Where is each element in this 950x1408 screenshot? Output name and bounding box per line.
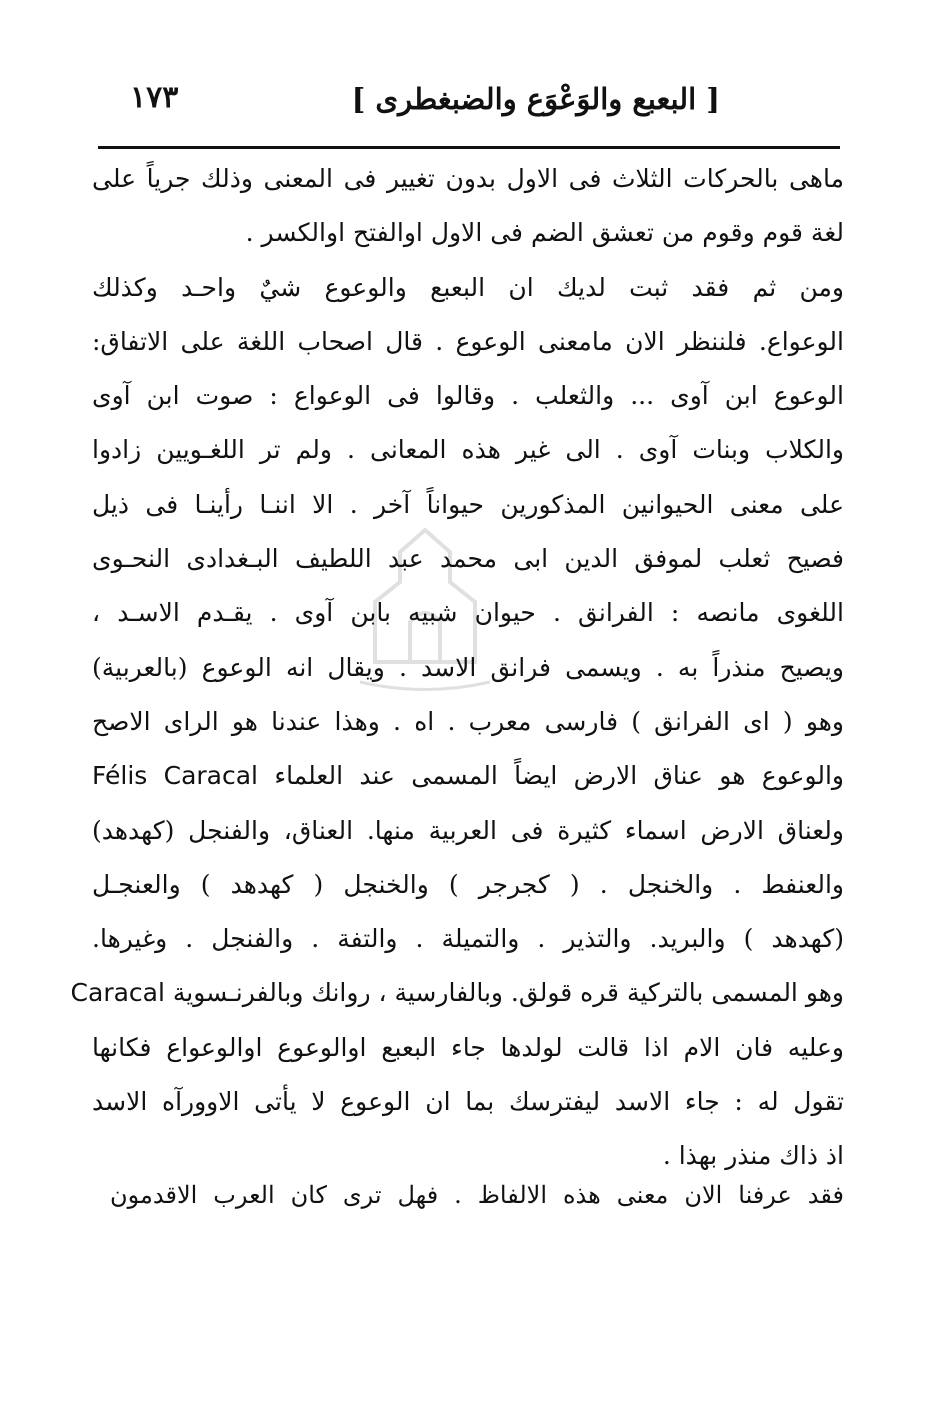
text-line: تقول له : جاء الاسد ليفترسك بما ان الوعوع لا يأتى الاوورآه الاسد xyxy=(92,1087,844,1117)
text-segment: والوعوع هو عناق الارض ايضاً المسمى عند العلماء xyxy=(274,761,844,791)
text-line: ولعناق الارض اسماء كثيرة فى العربية منها. العناق، والفنجل (كهدهد) xyxy=(92,815,844,845)
header-rule xyxy=(98,146,840,149)
latin-term: Caracal xyxy=(70,978,165,1008)
text-line: وهو ( اى الفرانق ) فارسى معرب . اه . وهذا عندنا هو الراى الاصح xyxy=(92,706,844,736)
text-line: وعليه فان الام اذا قالت لولدها جاء البعبع اوالوعوع اوالوعواع فكانها xyxy=(92,1032,844,1062)
text-line: فصيح ثعلب لموفق الدين ابى محمد عبد اللطيف البـغدادى النحـوى xyxy=(92,544,844,574)
text-line: ويصيح منذراً به . ويسمى فرانق الاسد . ويقال انه الوعوع (بالعربية) xyxy=(92,652,844,682)
text-line: (كهدهد ) والبريد. والتذير . والتميلة . والتفة . والفنجل . وغيرها. xyxy=(92,924,844,954)
text-line: لغة قوم وقوم من تعشق الضم فى الاول اوالفتح اوالكسر . xyxy=(245,218,844,248)
main-text xyxy=(70,152,844,1184)
text-line: اذ ذاك منذر بهذا . xyxy=(662,1141,844,1171)
text-line: ماهى بالحركات الثلاث فى الاول بدون تغيير فى المعنى وذلك جرياً على xyxy=(92,164,844,193)
text-line: على معنى الحيوانين المذكورين حيواناً آخر . الا اننـا رأينـا فى ذيل xyxy=(92,489,844,519)
running-title: [ البعبع والوَعْوَع والضبغطرى ] xyxy=(351,82,720,116)
text-line-with-latin xyxy=(70,966,844,1020)
latin-term: Félis Caracal xyxy=(92,761,259,791)
text-line: والعنفط . والخنجل . ( كجرجر ) والخنجل ( كهدهد ) والعنجـل xyxy=(92,869,844,899)
running-header xyxy=(100,78,840,134)
page-number: ١٧٣ xyxy=(130,80,179,115)
catchword-line: فقد عرفنا الان معنى هذه الالفاظ . فهل ترى كان العرب الاقدمون xyxy=(110,1181,844,1209)
text-line: اللغوى مانصه : الفرانق . حيوان شبيه بابن آوى . يقـدم الاسـد ، xyxy=(92,598,844,628)
text-line: الوعوع ابن آوى ... والثعلب . وقالوا فى الوعواع : صوت ابن آوى xyxy=(92,381,844,411)
text-line: والكلاب وبنات آوى . الى غير هذه المعانى . ولم تر اللغـويين زادوا xyxy=(92,435,844,465)
text-line: ومن ثم فقد ثبت لديك ان البعبع والوعوع شيٌ واحـد وكذلك xyxy=(92,272,844,302)
text-line-with-latin xyxy=(92,749,844,803)
text-line: الوعواع. فلننظر الان مامعنى الوعوع . قال اصحاب اللغة على الاتفاق: xyxy=(92,326,844,356)
text-segment: وهو المسمى بالتركية قره قولق. وبالفارسية ، روانك وبالفرنـسوية xyxy=(172,978,844,1008)
